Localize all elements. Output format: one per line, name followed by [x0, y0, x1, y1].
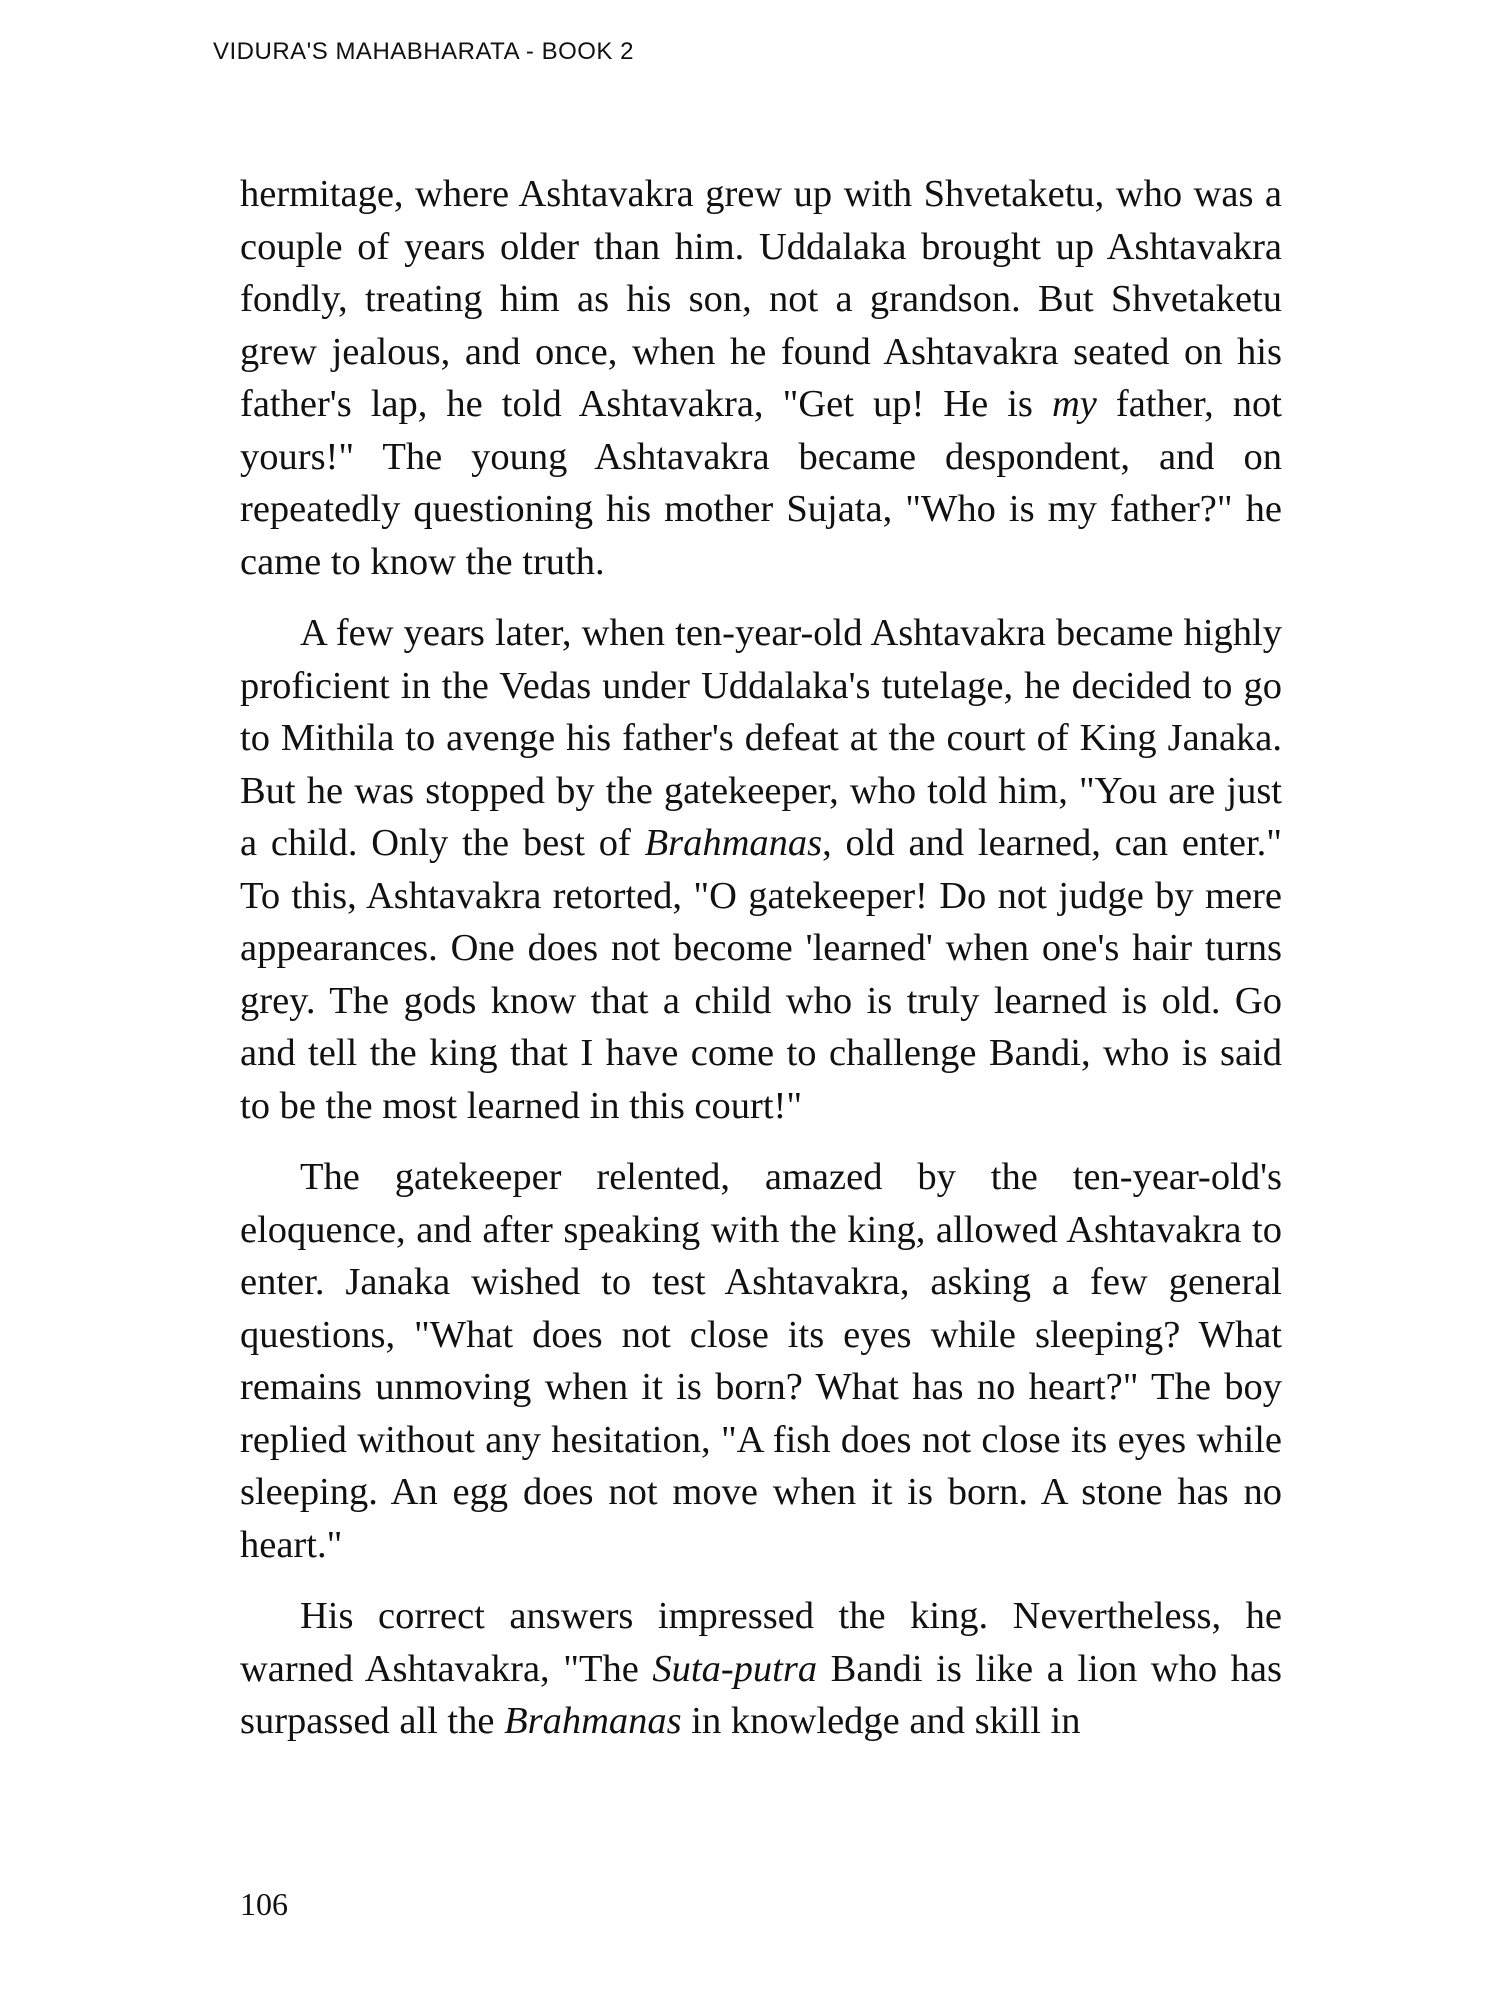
- italic-text-run: my: [1051, 383, 1097, 425]
- running-header: VIDURA'S MAHABHARATA - BOOK 2: [213, 38, 634, 65]
- text-run: His correct answers impressed the king. Nevertheless, he warned Ashtavakra, "The: [240, 1595, 1282, 1690]
- text-run: A few years later, when ten-year-old Ashtavakra became highly proficient in the Vedas under Uddalaka's tutelage, he decided to go to Mithila to avenge his father's defeat at the court of King Janaka. But he was stopped by the gatekeeper, who told him, "You are just a child. Only the best of: [240, 612, 1282, 864]
- italic-text-run: Suta-putra: [652, 1647, 818, 1690]
- italic-text-run: Brahmanas: [504, 1700, 682, 1742]
- text-run: The gatekeeper relented, amazed by the ten-year-old's eloquence, and after speaking with the king, allowed Ashtavakra to enter. Janaka wished to test Ashtavakra, asking a few general questions, "What does not close its eyes while sleeping? What remains unmoving when it is born? What has no heart?" The boy replied without any hesitation, "A fish does not close its eyes while sleeping. An egg does not move when it is born. A stone has no heart.": [240, 1156, 1282, 1566]
- text-run: , old and learned, can enter." To this, Ashtavakra retorted, "O gatekeeper! Do not judge by mere appearances. One does not become 'learned' when one's hair turns grey. The gods know that a child who is truly learned is old. Go and tell the king that I have come to challenge Bandi, who is said to be the most learned in this court!": [240, 822, 1282, 1127]
- paragraph: [240, 1590, 1282, 1748]
- paragraph: [240, 1151, 1282, 1571]
- page-number: 106: [240, 1886, 288, 1922]
- text-run: Bandi is like a lion who has surpassed all the: [240, 1647, 1282, 1742]
- paragraph: [240, 168, 1282, 588]
- paragraph: [240, 607, 1282, 1132]
- text-run: in knowledge and skill in: [681, 1700, 1081, 1742]
- text-run: hermitage, where Ashtavakra grew up with Shvetaketu, who was a couple of years older than him. Uddalaka brought up Ashtavakra fondly, treating him as his son, not a grandson. But Shvetaketu grew jealous, and once, when he found Ashtavakra seated on his father's lap, he told Ashtavakra, "Get up! He is: [240, 173, 1282, 425]
- text-run: father, not yours!" The young Ashtavakra became despondent, and on repeatedly questioning his mother Sujata, "Who is my father?" he came to know the truth.: [240, 383, 1283, 583]
- body-text: [240, 168, 1282, 1748]
- italic-text-run: Brahmanas: [644, 822, 823, 864]
